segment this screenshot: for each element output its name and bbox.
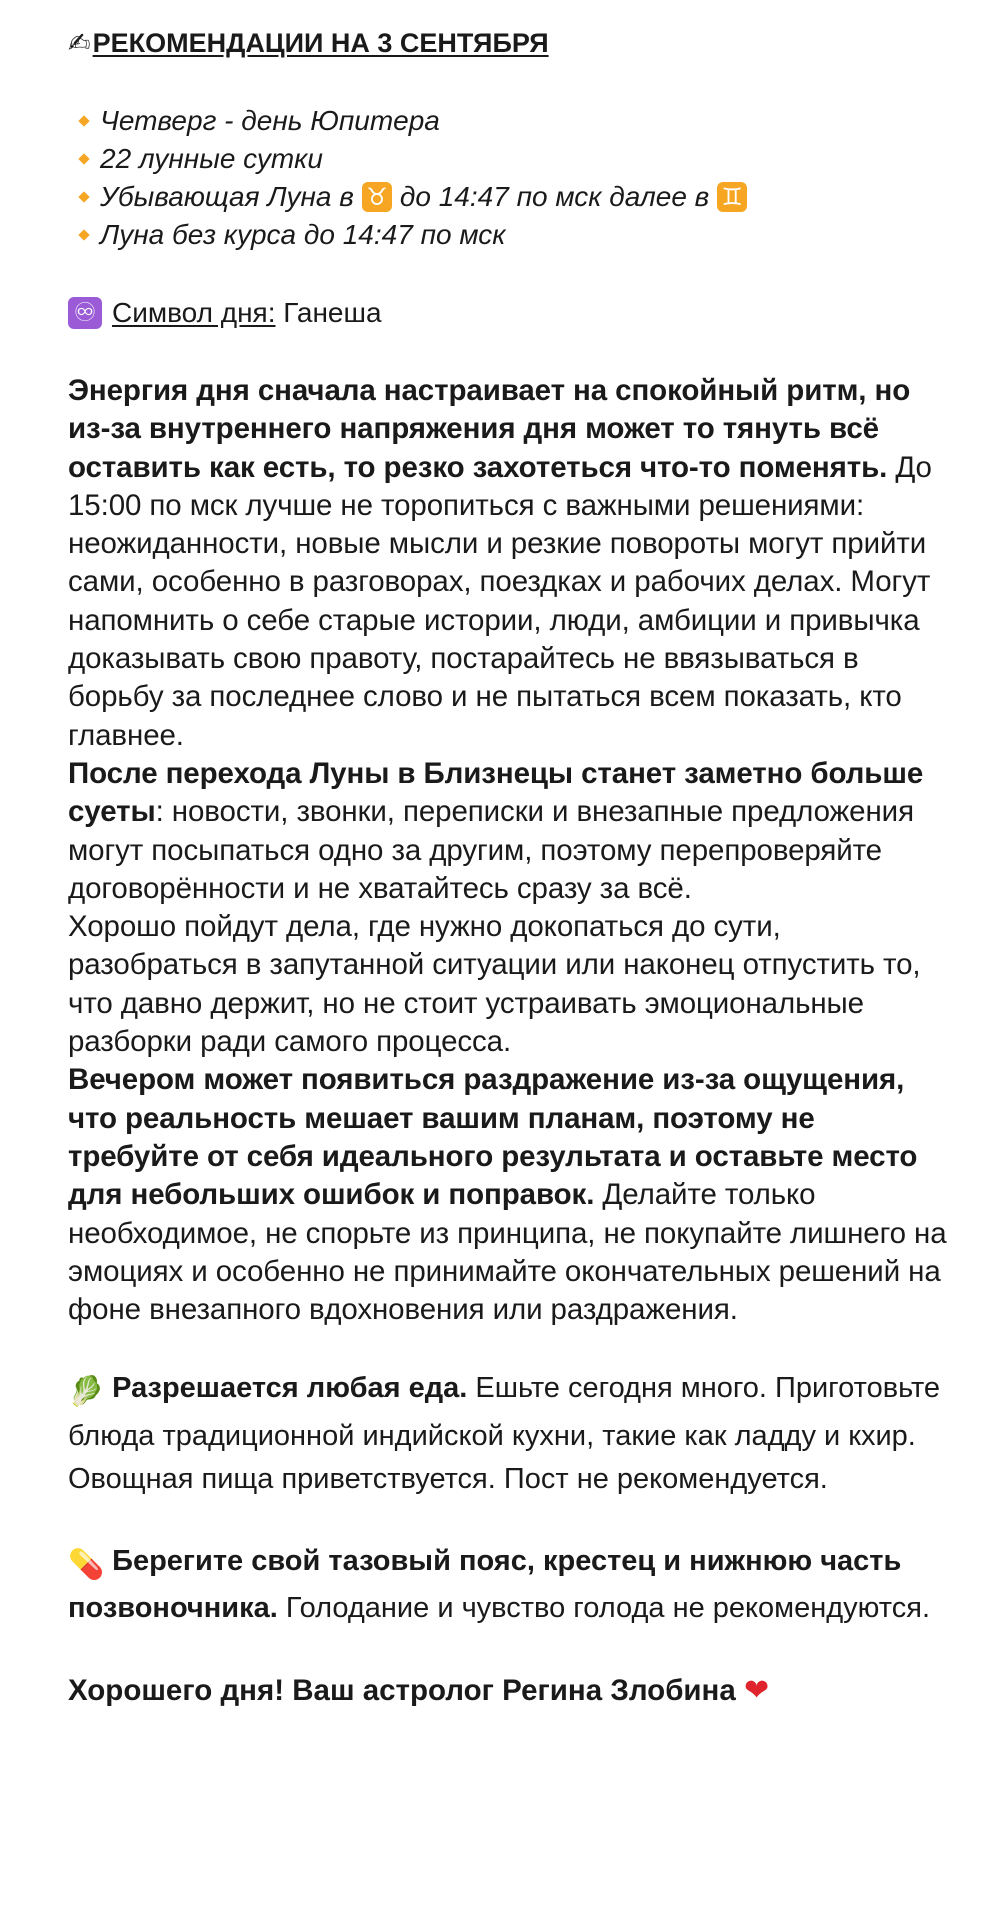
- infinity-icon: ♾: [68, 297, 102, 329]
- forecast-paragraph: [68, 1061, 948, 1329]
- list-item: [80, 178, 948, 216]
- forecast-paragraph: [68, 755, 948, 908]
- forecast-text: : новости, звонки, переписки и внезапные предложения могут посыпаться одно за другим, поэтому перепроверяйте договорённости и не хватайтесь сразу за всё.: [68, 795, 914, 905]
- orange-diamond-icon: [78, 153, 89, 164]
- heart-icon: ❤: [743, 1672, 770, 1708]
- fact-lunar-day: 22 лунные сутки: [100, 143, 323, 174]
- forecast-bold: После перехода Луны в Близнецы станет заметно больше суеты: [68, 756, 924, 829]
- taurus-icon: ♉: [362, 182, 392, 212]
- closing-line: [68, 1671, 948, 1711]
- forecast-paragraph: [68, 372, 948, 755]
- symbol-value: Ганеша: [283, 297, 382, 328]
- gemini-icon: ♊: [717, 182, 747, 212]
- forecast-text: Хорошо пойдут дела, где нужно докопаться до сути, разобраться в запутанной ситуации или наконец отпустить то, что давно держит, но не стоит устраивать эмоциональные разборки ради самого процесса.: [68, 910, 921, 1059]
- orange-diamond-icon: [78, 229, 89, 240]
- orange-diamond-icon: [78, 115, 89, 126]
- forecast-bold: Энергия дня сначала настраивает на спокойный ритм, но из-за внутреннего напряжения дня может то тянуть всё оставить как есть, то резко захотеться что-то поменять.: [68, 374, 911, 484]
- list-item: [80, 216, 948, 254]
- health-paragraph: [68, 1540, 948, 1631]
- list-item: [80, 102, 948, 140]
- post-title: [68, 22, 948, 64]
- forecast-text: До 15:00 по мск лучше не торопиться с важными решениями: неожиданности, новые мысли и резкие повороты могут прийти сами, особенно в разговорах, поездках и рабочих делах. Могут напомнить о себе старые истории, люди, амбиции и привычка доказывать свою правоту, постарайтесь не ввязываться в борьбу за последнее слово и не пытаться всем показать, кто главнее.: [68, 450, 932, 752]
- health-text: Голодание и чувство голода не рекомендуются.: [277, 1592, 931, 1625]
- fact-weekday: Четверг - день Юпитера: [100, 105, 440, 136]
- food-paragraph: [68, 1367, 948, 1502]
- fact-moon-middle: до 14:47 по мск далее в: [399, 181, 710, 212]
- health-bold: Берегите свой тазовый пояс, крестец и нижнюю часть позвоночника.: [68, 1544, 902, 1625]
- orange-diamond-icon: [78, 191, 89, 202]
- health-advice: [68, 1540, 948, 1631]
- symbol-of-day: [68, 294, 948, 332]
- recommendation-post: [68, 22, 948, 1711]
- fact-moon-prefix: Убывающая Луна в: [100, 181, 354, 212]
- symbol-label: Символ дня:: [112, 297, 276, 328]
- writing-hand-icon: ✍: [68, 28, 91, 58]
- food-bold: Разрешается любая еда.: [112, 1372, 468, 1405]
- leafy-green-icon: 🥬: [68, 1376, 105, 1409]
- pill-icon: 💊: [68, 1548, 105, 1581]
- closing-text: Хорошего дня! Ваш астролог Регина Злобина: [68, 1673, 736, 1707]
- forecast-bold: Вечером может появиться раздражение из-за ощущения, что реальность мешает вашим планам, поэтому не требуйте от себя идеального результата и оставьте место для небольших ошибок и поправок.: [68, 1063, 918, 1212]
- food-text: Ешьте сегодня много. Приготовьте блюда традиционной индийской кухни, такие как ладду и кхир. Овощная пища приветствуется. Пост не рекомендуется.: [68, 1372, 941, 1496]
- forecast-text: Делайте только необходимое, не спорьте из принципа, не покупайте лишнего на эмоциях и особенно не принимайте окончательных решений на фоне внезапного вдохновения или раздражения.: [68, 1178, 947, 1327]
- fact-void-moon: Луна без курса до 14:47 по мск: [100, 219, 506, 250]
- list-item: [80, 140, 948, 178]
- food-advice: [68, 1367, 948, 1502]
- post-title-text: РЕКОМЕНДАЦИИ НА 3 СЕНТЯБРЯ: [92, 28, 549, 58]
- day-forecast: [68, 372, 948, 1329]
- forecast-paragraph: [68, 908, 948, 1061]
- day-facts-list: [68, 102, 948, 254]
